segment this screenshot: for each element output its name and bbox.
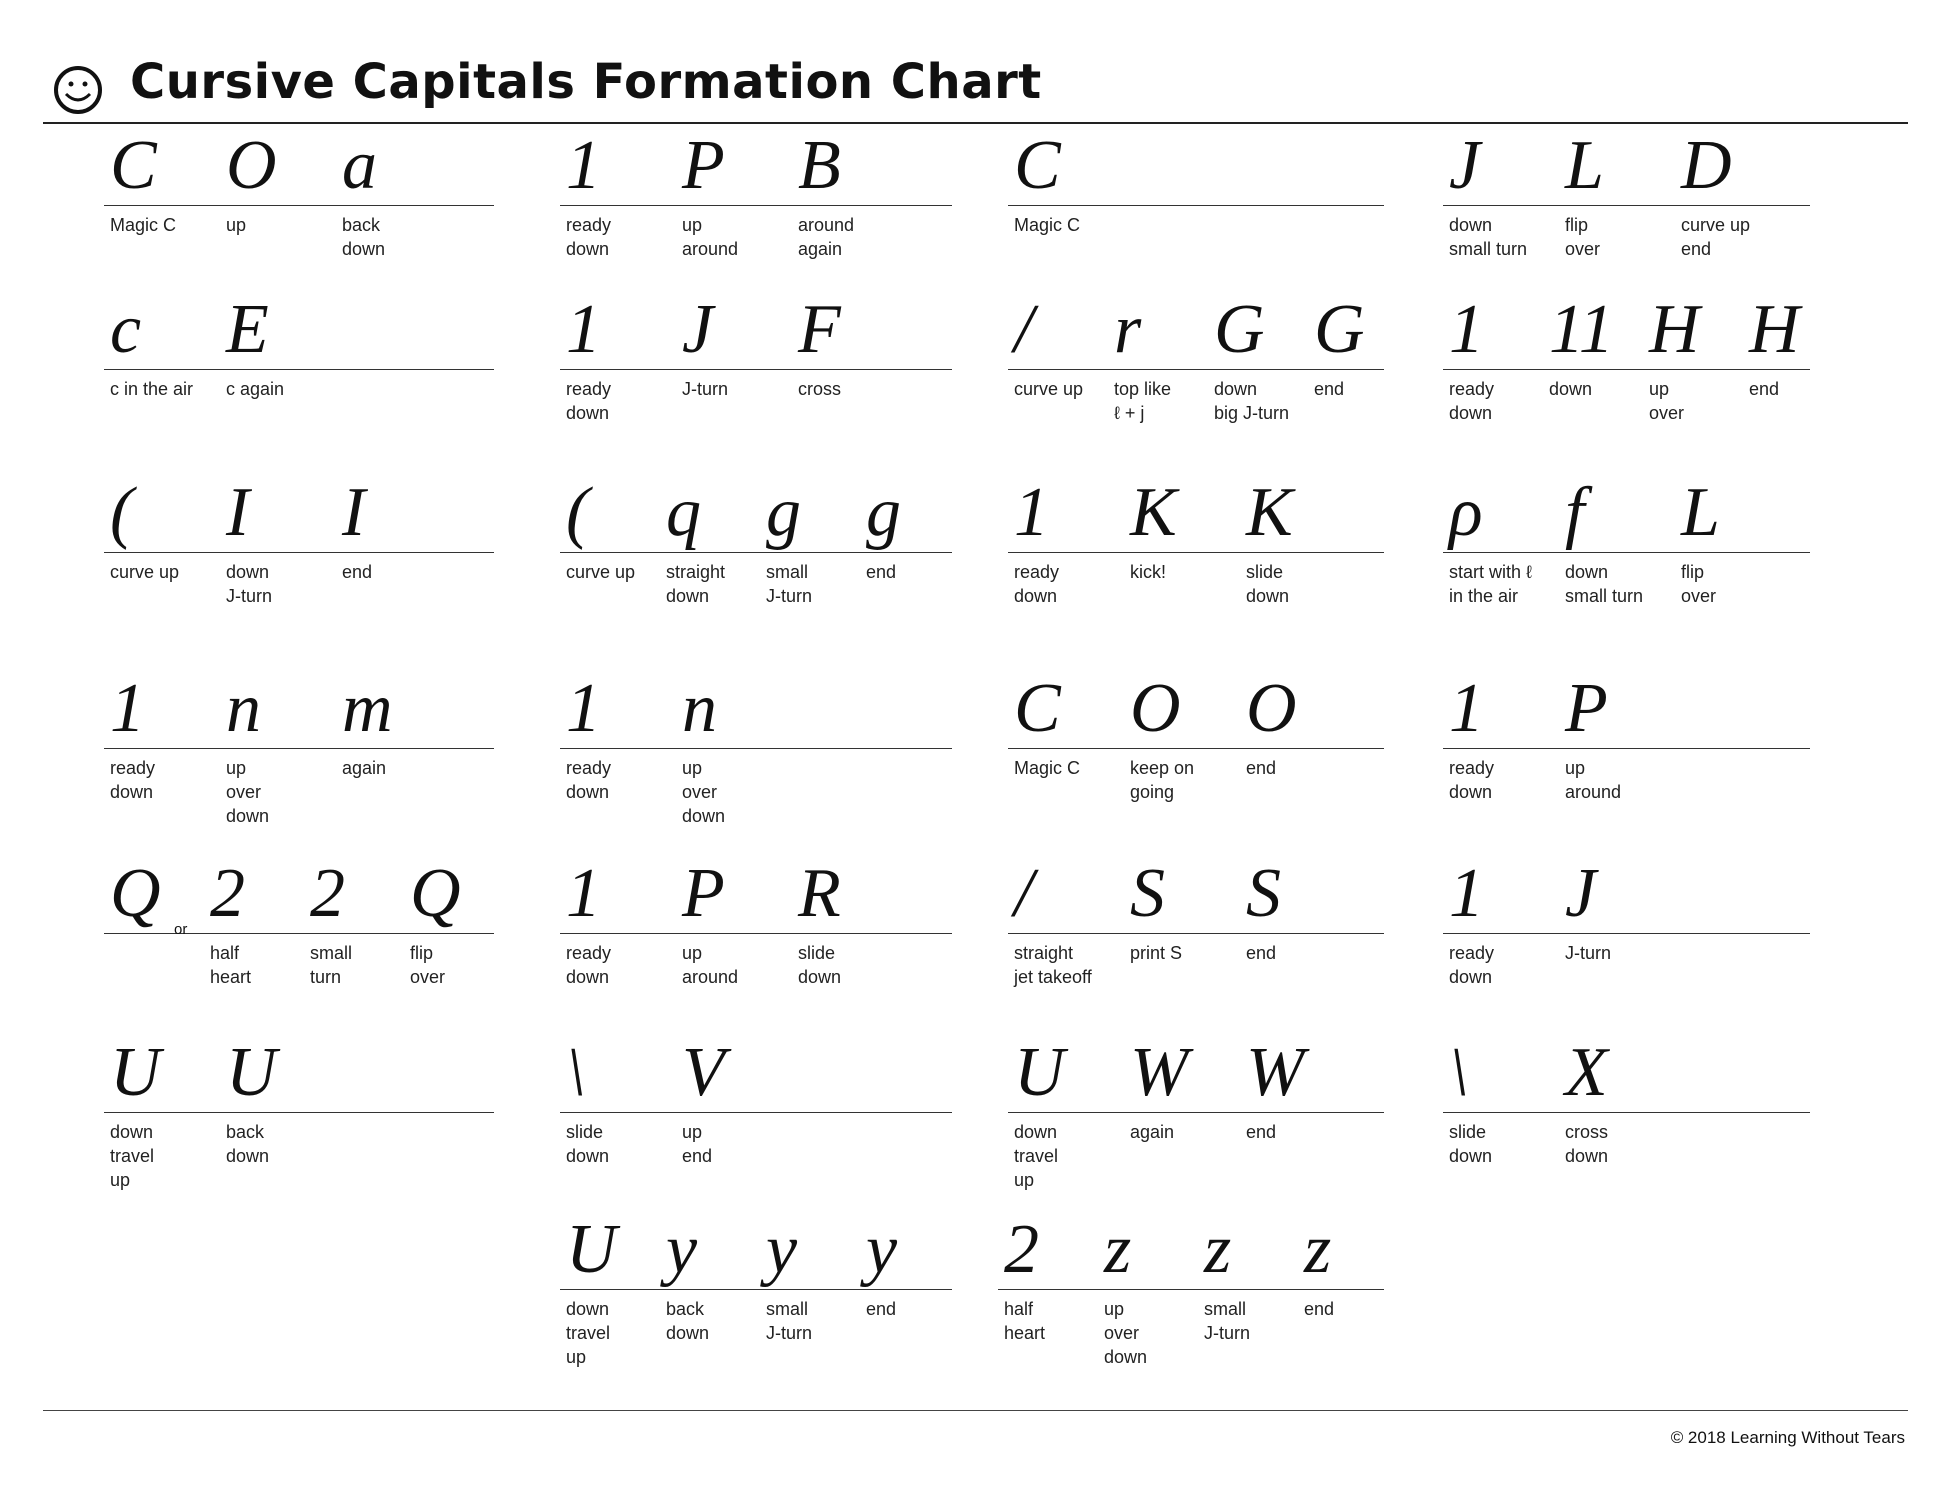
step-label: top like ℓ + j [1114,379,1172,423]
letter-cell [1008,1032,1384,1232]
letter-stroke-glyph: L [1681,474,1720,551]
letter-cell [560,853,952,1053]
baseline [104,205,494,206]
letter-stroke-glyph: / [1014,855,1034,932]
step-label: curve up [566,562,636,582]
step-label: cross [798,379,842,399]
footer-divider [43,1410,1908,1411]
step-label: Magic C [1014,758,1081,778]
letter-stroke-glyph: U [110,1034,161,1111]
step-label: flip over [410,943,446,987]
baseline [560,1289,952,1290]
step-label: end [1304,1299,1335,1319]
baseline [1443,1112,1810,1113]
letter-stroke-glyph: 1 [1449,670,1484,747]
letter-stroke-glyph: U [226,1034,277,1111]
letter-stroke-glyph: n [226,670,261,747]
letter-cell [104,289,494,489]
step-label: small J-turn [1204,1299,1251,1343]
letter-stroke-glyph: H [1749,291,1800,368]
baseline [104,748,494,749]
letter-stroke-glyph: 11 [1549,291,1614,368]
step-label: down travel up [566,1299,611,1367]
letter-cell [998,1209,1384,1409]
or-note: or [174,921,188,938]
step-label: up end [682,1122,713,1166]
copyright: © 2018 Learning Without Tears [1670,1428,1905,1447]
step-label: slide down [1246,562,1290,606]
step-label: keep on going [1130,758,1195,802]
letter-stroke-glyph: O [1246,670,1297,747]
step-label: slide down [798,943,842,987]
letter-stroke-glyph: I [342,474,366,551]
baseline [560,1112,952,1113]
baseline [1008,205,1384,206]
step-label: ready down [1449,943,1495,987]
letter-stroke-glyph: 1 [1449,291,1484,368]
step-label: again [342,758,387,778]
letter-stroke-glyph: Q [410,855,461,932]
letter-stroke-glyph: 1 [1449,855,1484,932]
letter-stroke-glyph: L [1565,127,1604,204]
letter-stroke-glyph: S [1130,855,1165,932]
baseline [998,1289,1384,1290]
letter-stroke-glyph: I [226,474,250,551]
letter-stroke-glyph: P [682,127,725,204]
baseline [1008,552,1384,553]
letter-stroke-glyph: g [866,474,901,551]
baseline [104,369,494,370]
letter-stroke-glyph: ( [566,474,590,551]
step-label: end [1246,1122,1277,1142]
baseline [1008,369,1384,370]
letter-stroke-glyph: G [1214,291,1265,368]
step-label: ready down [1449,758,1495,802]
letter-stroke-glyph: O [226,127,277,204]
letter-stroke-glyph: \ [1449,1034,1469,1111]
step-label: start with ℓ in the air [1449,562,1532,606]
letter-stroke-glyph: O [1130,670,1181,747]
letter-stroke-glyph: P [1565,670,1608,747]
step-label: ready down [1014,562,1060,606]
letter-stroke-glyph: q [666,474,701,551]
letter-stroke-glyph: J [682,291,714,368]
letter-stroke-glyph: \ [566,1034,586,1111]
page-title: Cursive Capitals Formation Chart [130,54,1042,110]
letter-stroke-glyph: 1 [566,670,601,747]
letter-cell [1008,472,1384,672]
step-label: flip over [1565,215,1601,259]
step-label: straight down [666,562,726,606]
step-label: small J-turn [766,562,813,606]
step-label: cross down [1565,1122,1609,1166]
letter-stroke-glyph: V [682,1034,725,1111]
baseline [1008,933,1384,934]
letter-cell [560,289,952,489]
step-label: down big J-turn [1214,379,1290,423]
letter-cell [104,1032,494,1232]
letter-stroke-glyph: ρ [1449,474,1483,551]
baseline [1443,552,1810,553]
letter-stroke-glyph: U [566,1211,617,1288]
step-label: up around [682,215,739,259]
letter-stroke-glyph: f [1565,474,1585,551]
letter-cell [1008,853,1384,1053]
step-label: down travel up [110,1122,155,1190]
letter-stroke-glyph: P [682,855,725,932]
step-label: end [866,1299,897,1319]
letter-stroke-glyph: r [1114,291,1142,368]
baseline [560,205,952,206]
step-label: slide down [566,1122,610,1166]
step-label: c in the air [110,379,194,399]
letter-stroke-glyph: C [1014,670,1061,747]
step-label: end [1749,379,1780,399]
letter-stroke-glyph: z [1204,1211,1232,1288]
letter-stroke-glyph: J [1449,127,1481,204]
letter-stroke-glyph: z [1104,1211,1132,1288]
letter-stroke-glyph: J [1565,855,1597,932]
letter-stroke-glyph: W [1130,1034,1189,1111]
letter-stroke-glyph: 1 [566,127,601,204]
letter-stroke-glyph: C [110,127,157,204]
letter-stroke-glyph: U [1014,1034,1065,1111]
letter-stroke-glyph: K [1130,474,1177,551]
letter-cell [104,853,494,1053]
step-label: back down [666,1299,710,1343]
letter-stroke-glyph: R [798,855,841,932]
baseline [1443,205,1810,206]
step-label: curve up [110,562,180,582]
step-label: back down [226,1122,270,1166]
step-label: c again [226,379,285,399]
step-label: straight jet takeoff [1014,943,1092,987]
step-label: kick! [1130,562,1166,582]
step-label: end [1246,943,1277,963]
step-label: down small turn [1565,562,1644,606]
baseline [1443,369,1810,370]
step-label: down [1549,379,1593,399]
letter-cell [1008,668,1384,868]
letter-cell [104,472,494,672]
step-label: up over down [1104,1299,1148,1367]
step-label: again [1130,1122,1175,1142]
step-label: up [226,215,247,235]
letter-cell [1008,289,1384,489]
letter-stroke-glyph: y [866,1211,898,1288]
letter-cell [1443,472,1810,672]
step-label: half heart [210,943,252,987]
step-label: up over [1649,379,1685,423]
step-label: back down [342,215,386,259]
step-label: ready down [566,758,612,802]
baseline [1443,933,1810,934]
letter-stroke-glyph: n [682,670,717,747]
smiley-logo-icon [48,58,108,118]
letter-stroke-glyph: 1 [1014,474,1049,551]
letter-stroke-glyph: a [342,127,377,204]
step-label: end [1246,758,1277,778]
letter-cell [560,1209,952,1409]
letter-stroke-glyph: X [1565,1034,1608,1111]
step-label: down small turn [1449,215,1528,259]
step-label: end [1314,379,1345,399]
letter-stroke-glyph: G [1314,291,1365,368]
baseline [104,552,494,553]
letter-cell [560,1032,952,1232]
letter-cell [560,668,952,868]
step-label: ready down [566,215,612,259]
baseline [104,933,494,934]
letter-stroke-glyph: g [766,474,801,551]
step-label: flip over [1681,562,1717,606]
letter-stroke-glyph: F [798,291,841,368]
letter-stroke-glyph: ( [110,474,134,551]
step-label: print S [1130,943,1183,963]
letter-stroke-glyph: 1 [110,670,145,747]
letter-stroke-glyph: 2 [210,855,245,932]
step-label: ready down [110,758,156,802]
step-label: up around [1565,758,1622,802]
letter-stroke-glyph: 1 [566,855,601,932]
step-label: half heart [1004,1299,1046,1343]
step-label: ready down [1449,379,1495,423]
letter-stroke-glyph: 1 [566,291,601,368]
baseline [560,748,952,749]
letter-stroke-glyph: 2 [1004,1211,1039,1288]
step-label: around again [798,215,855,259]
step-label: end [866,562,897,582]
baseline [1008,1112,1384,1113]
baseline [560,552,952,553]
letter-stroke-glyph: S [1246,855,1281,932]
step-label: end [342,562,373,582]
step-label: up over down [682,758,726,826]
step-label: curve up [1014,379,1084,399]
baseline [560,369,952,370]
step-label: ready down [566,379,612,423]
step-label: down travel up [1014,1122,1059,1190]
letter-stroke-glyph: Q [110,855,161,932]
letter-stroke-glyph: y [666,1211,698,1288]
step-label: J-turn [682,379,729,399]
letter-stroke-glyph: y [766,1211,798,1288]
letter-stroke-glyph: C [1014,127,1061,204]
step-label: ready down [566,943,612,987]
step-label: small J-turn [766,1299,813,1343]
letter-cell [1443,289,1810,489]
header-divider [43,122,1908,124]
letter-stroke-glyph: / [1014,291,1034,368]
step-label: down J-turn [226,562,273,606]
step-label: up around [682,943,739,987]
step-label: small turn [310,943,353,987]
letter-cell [1443,668,1810,868]
step-label: Magic C [110,215,177,235]
letter-stroke-glyph: D [1681,127,1732,204]
letter-stroke-glyph: z [1304,1211,1332,1288]
letter-cell [1443,853,1810,1053]
baseline [1443,748,1810,749]
letter-stroke-glyph: H [1649,291,1700,368]
step-label: slide down [1449,1122,1493,1166]
letter-cell [560,472,952,672]
letter-stroke-glyph: c [110,291,142,368]
letter-stroke-glyph: K [1246,474,1293,551]
step-label: curve up end [1681,215,1751,259]
letter-stroke-glyph: B [798,127,841,204]
letter-cell [1443,1032,1810,1232]
baseline [104,1112,494,1113]
letter-stroke-glyph: W [1246,1034,1305,1111]
baseline [560,933,952,934]
letter-stroke-glyph: E [226,291,269,368]
letter-stroke-glyph: m [342,670,393,747]
step-label: Magic C [1014,215,1081,235]
step-label: J-turn [1565,943,1612,963]
step-label: up over down [226,758,270,826]
letter-cell [104,668,494,868]
letter-stroke-glyph: 2 [310,855,345,932]
baseline [1008,748,1384,749]
